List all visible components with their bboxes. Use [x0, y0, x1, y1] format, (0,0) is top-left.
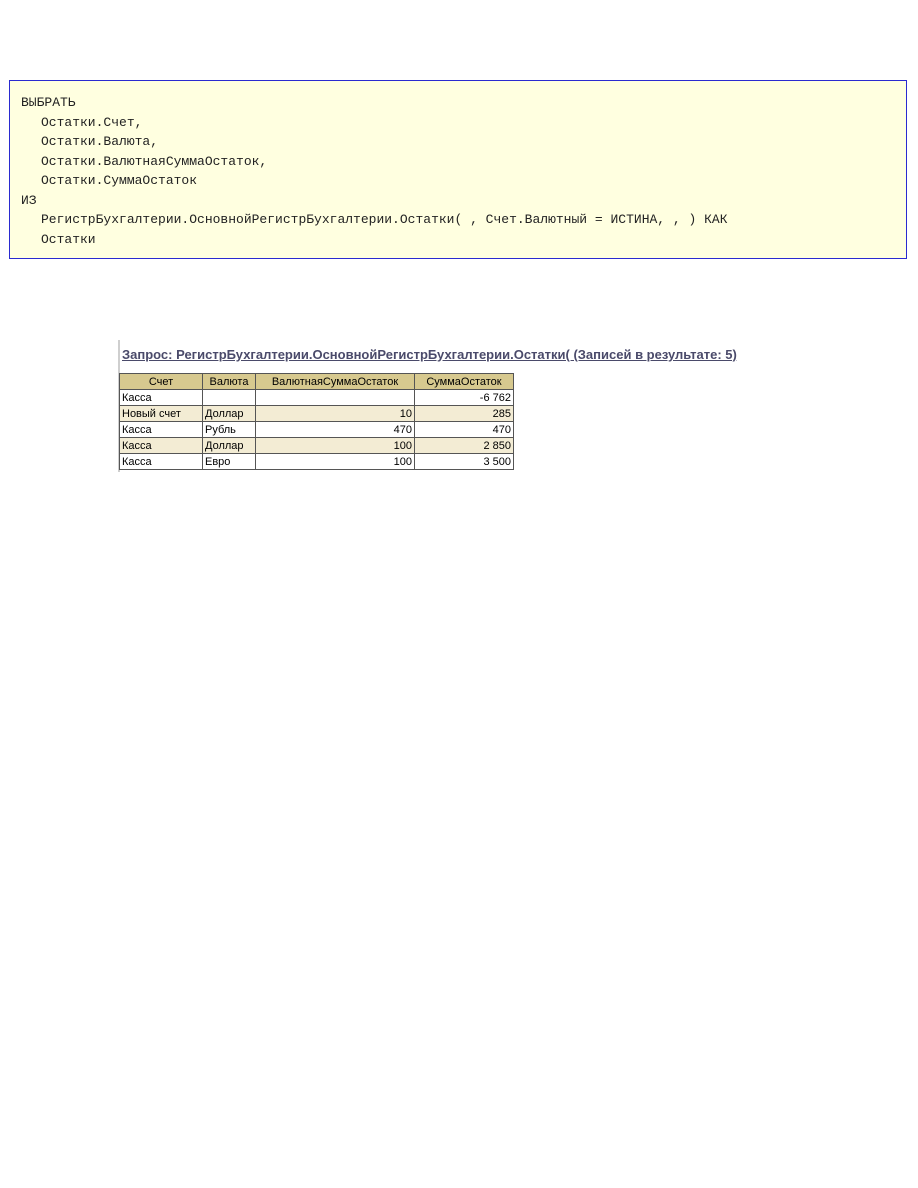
cell-currency-amount: [256, 390, 415, 406]
cell-amount: -6 762: [415, 390, 514, 406]
cell-amount: 470: [415, 422, 514, 438]
cell-currency: Рубль: [203, 422, 256, 438]
cell-account: Новый счет: [120, 406, 203, 422]
cell-currency: [203, 390, 256, 406]
column-header-amount: СуммаОстаток: [415, 374, 514, 390]
cell-currency-amount: 100: [256, 438, 415, 454]
cell-account: Касса: [120, 438, 203, 454]
code-line: ИЗ: [21, 192, 37, 208]
column-header-currency-amount: ВалютнаяСуммаОстаток: [256, 374, 415, 390]
column-header-account: Счет: [120, 374, 203, 390]
result-title: Запрос: РегистрБухгалтерии.ОсновнойРегистрБухгалтерии.Остатки( (Записей в результате: 5): [122, 347, 737, 362]
query-code-block: [9, 80, 907, 259]
cell-amount: 285: [415, 406, 514, 422]
cell-amount: 3 500: [415, 454, 514, 470]
code-line: Остатки: [41, 231, 96, 247]
table-row: [120, 422, 514, 438]
code-line: ВЫБРАТЬ: [21, 95, 76, 110]
table-row: [120, 438, 514, 454]
cell-account: Касса: [120, 390, 203, 406]
result-table: [119, 373, 514, 470]
table-row: [120, 390, 514, 406]
table-row: [120, 454, 514, 470]
code-line: Остатки.СуммаОстаток: [41, 173, 198, 188]
code-line: Остатки.Валюта,: [41, 134, 159, 149]
cell-account: Касса: [120, 422, 203, 438]
cell-currency-amount: 470: [256, 422, 415, 438]
code-line: РегистрБухгалтерии.ОсновнойРегистрБухгалтерии.Остатки( , Счет.Валютный = ИСТИНА, , ) КАК: [41, 212, 728, 227]
table-row: [120, 406, 514, 422]
code-line: Остатки.Счет,: [41, 114, 143, 130]
cell-currency: Евро: [203, 454, 256, 470]
cell-currency: Доллар: [203, 406, 256, 422]
code-line: Остатки.ВалютнаяСуммаОстаток,: [41, 153, 268, 169]
cell-currency-amount: 10: [256, 406, 415, 422]
column-header-currency: Валюта: [203, 374, 256, 390]
cell-amount: 2 850: [415, 438, 514, 454]
cell-account: Касса: [120, 454, 203, 470]
cell-currency-amount: 100: [256, 454, 415, 470]
cell-currency: Доллар: [203, 438, 256, 454]
table-header-row: [120, 374, 514, 390]
